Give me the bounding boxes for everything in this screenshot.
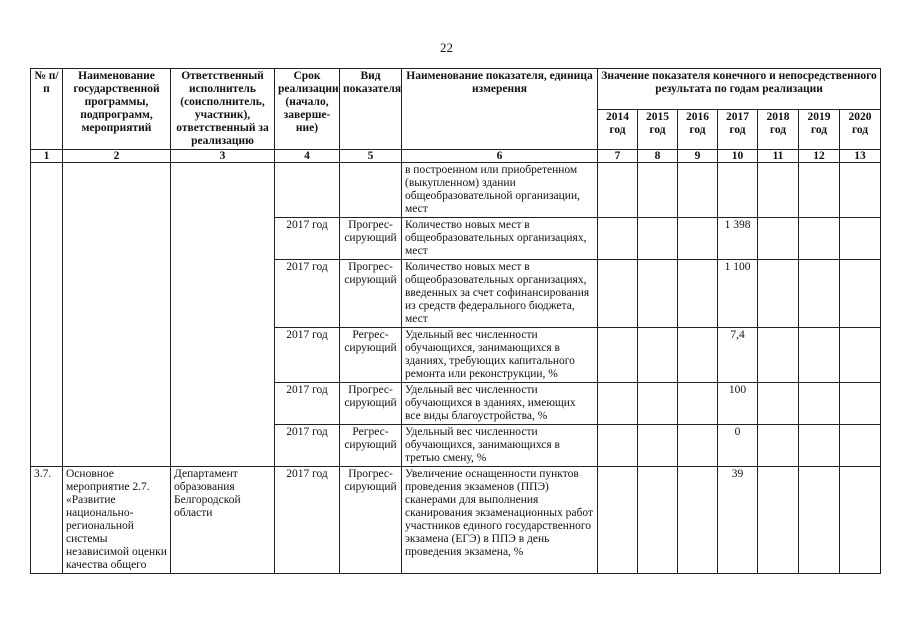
header-term: Срок реализации (начало, заверше-ние)	[275, 69, 340, 150]
column-number: 11	[758, 150, 799, 163]
column-number: 8	[638, 150, 678, 163]
cell-kind: Регрес-сирующий	[340, 328, 402, 383]
header-num: № п/п	[31, 69, 63, 150]
cell-value-2017: 100	[718, 383, 758, 425]
table-row	[31, 467, 881, 574]
column-numbers-row	[31, 150, 881, 163]
cell-term: 2017 год	[275, 218, 340, 260]
cell-term: 2017 год	[275, 425, 340, 467]
cell-indicator: Удельный вес численности обучающихся, занимающихся в зданиях, требующих капитального ремонта или реконструкции, %	[402, 328, 598, 383]
column-number: 9	[678, 150, 718, 163]
cell-term	[275, 163, 340, 218]
cell-indicator: Удельный вес численности обучающихся, занимающихся в третью смену, %	[402, 425, 598, 467]
cell-indicator: Количество новых мест в общеобразовательных организациях, введенных за счет софинансирования из средств федерального бюджета, мест	[402, 260, 598, 328]
indicators-table	[30, 68, 881, 574]
cell-kind: Прогрес-сирующий	[340, 260, 402, 328]
table-row	[31, 163, 881, 218]
column-number: 12	[799, 150, 840, 163]
cell-value-2017: 39	[718, 467, 758, 574]
cell-indicator: в построенном или приобретенном (выкупленном) здании общеобразовательной организации, мест	[402, 163, 598, 218]
cell-num: 3.7.	[31, 467, 63, 574]
column-number: 1	[31, 150, 63, 163]
header-year: 2018 год	[758, 109, 799, 150]
cell-indicator: Количество новых мест в общеобразовательных организациях, мест	[402, 218, 598, 260]
cell-program-name	[63, 163, 171, 467]
header-year: 2017 год	[718, 109, 758, 150]
cell-value-2017: 1 398	[718, 218, 758, 260]
page-number: 22	[440, 40, 453, 55]
header-year: 2020 год	[840, 109, 881, 150]
header-year: 2015 год	[638, 109, 678, 150]
cell-term: 2017 год	[275, 383, 340, 425]
cell-executor	[171, 163, 275, 467]
column-number: 3	[171, 150, 275, 163]
cell-kind: Прогрес-сирующий	[340, 383, 402, 425]
cell-term: 2017 год	[275, 467, 340, 574]
cell-kind: Прогрес-сирующий	[340, 218, 402, 260]
column-number: 5	[340, 150, 402, 163]
column-number: 7	[598, 150, 638, 163]
cell-executor: Департамент образования Белгородской области	[171, 467, 275, 574]
header-indicator: Наименование показателя, единица измерения	[402, 69, 598, 150]
cell-value-2017: 1 100	[718, 260, 758, 328]
cell-value-2017: 0	[718, 425, 758, 467]
header-year: 2016 год	[678, 109, 718, 150]
cell-indicator: Увеличение оснащенности пунктов проведения экзаменов (ППЭ) сканерами для выполнения сканирования экзаменационных работ участников единого государственного экзамена (ЕГЭ) в ППЭ в день проведения экзамена, %	[402, 467, 598, 574]
column-number: 13	[840, 150, 881, 163]
column-number: 6	[402, 150, 598, 163]
cell-term: 2017 год	[275, 260, 340, 328]
header-program-name: Наименование государственной программы, подпрограмм, мероприятий	[63, 69, 171, 150]
header-kind: Вид показателя	[340, 69, 402, 150]
cell-program-name: Основное мероприятие 2.7. «Развитие национально-региональной системы независимой оценки качества общего	[63, 467, 171, 574]
column-number: 2	[63, 150, 171, 163]
column-number: 4	[275, 150, 340, 163]
header-year: 2019 год	[799, 109, 840, 150]
cell-value-2017	[718, 163, 758, 218]
header-value-group: Значение показателя конечного и непосредственного результата по годам реализации	[598, 69, 881, 110]
header-year: 2014 год	[598, 109, 638, 150]
header-executor: Ответственный исполнитель (соисполнитель, участник), ответственный за реализацию	[171, 69, 275, 150]
cell-num	[31, 163, 63, 467]
cell-term: 2017 год	[275, 328, 340, 383]
cell-kind	[340, 163, 402, 218]
cell-value-2017: 7,4	[718, 328, 758, 383]
column-number: 10	[718, 150, 758, 163]
header-row	[31, 69, 881, 110]
cell-kind: Прогрес-сирующий	[340, 467, 402, 574]
cell-indicator: Удельный вес численности обучающихся в зданиях, имеющих все виды благоустройства, %	[402, 383, 598, 425]
cell-kind: Регрес-сирующий	[340, 425, 402, 467]
